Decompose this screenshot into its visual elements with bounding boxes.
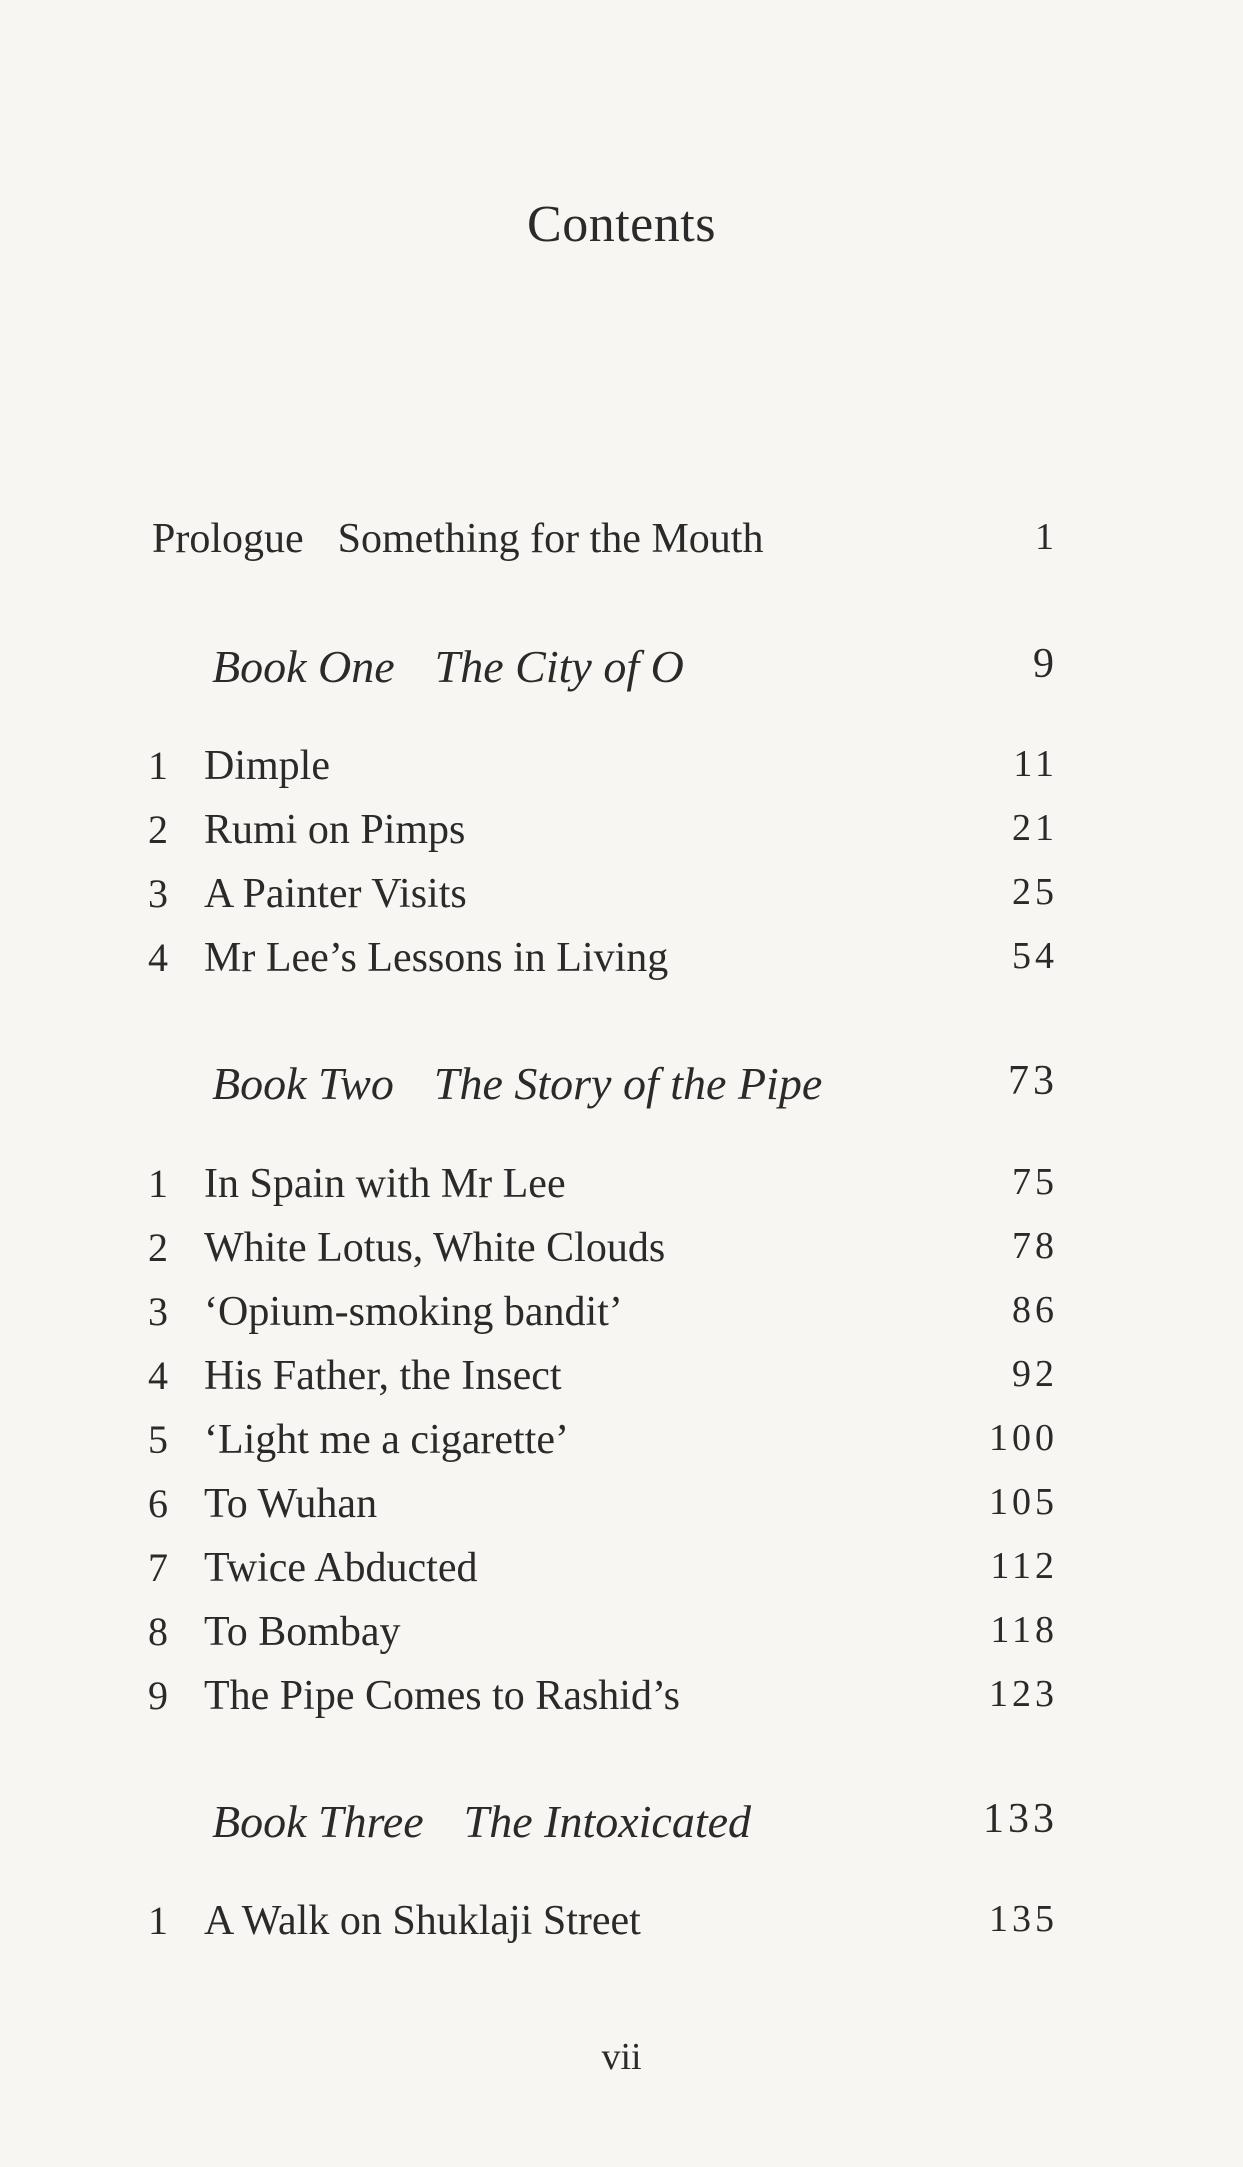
chapter-title: Dimple <box>204 743 330 789</box>
prologue-title: Something for the Mouth <box>337 516 764 562</box>
chapter-entry[interactable] <box>0 742 1243 802</box>
prologue-heading <box>152 515 763 563</box>
book-two-label: Book Two <box>212 1058 394 1109</box>
chapter-entry[interactable] <box>0 1160 1243 1220</box>
chapter-number: 6 <box>148 1481 168 1526</box>
chapter-entry[interactable] <box>0 1897 1243 1957</box>
chapter-page-number: 11 <box>1013 743 1058 785</box>
chapter-entry[interactable] <box>0 1288 1243 1348</box>
chapter-title: Twice Abducted <box>204 1545 478 1591</box>
chapter-number: 2 <box>148 807 168 852</box>
book-one-title-group <box>212 640 684 693</box>
book-two-title-group <box>212 1057 822 1110</box>
chapter-entry[interactable] <box>0 806 1243 866</box>
chapter-number: 4 <box>148 1353 168 1398</box>
chapter-page-number: 92 <box>1012 1353 1058 1395</box>
chapter-entry[interactable] <box>0 1352 1243 1412</box>
book-three-label: Book Three <box>212 1796 424 1847</box>
chapter-number: 2 <box>148 1225 168 1270</box>
chapter-page-number: 112 <box>990 1545 1058 1587</box>
chapter-number: 3 <box>148 1289 168 1334</box>
book-one-heading[interactable] <box>0 640 1243 700</box>
book-one-label: Book One <box>212 641 395 692</box>
chapter-title: His Father, the Insect <box>204 1353 562 1399</box>
book-two-heading[interactable] <box>0 1057 1243 1117</box>
chapter-entry[interactable] <box>0 1544 1243 1604</box>
folio-page-number: vii <box>601 2036 642 2078</box>
chapter-page-number: 86 <box>1012 1289 1058 1331</box>
chapter-title: Rumi on Pimps <box>204 807 466 853</box>
chapter-entry[interactable] <box>0 1224 1243 1284</box>
chapter-title: The Pipe Comes to Rashid’s <box>204 1673 680 1719</box>
chapter-title: A Walk on Shuklaji Street <box>204 1898 641 1944</box>
chapter-entry[interactable] <box>0 1416 1243 1476</box>
prologue-entry[interactable] <box>0 515 1243 575</box>
chapter-number: 4 <box>148 935 168 980</box>
chapter-title: White Lotus, White Clouds <box>204 1225 666 1271</box>
chapter-number: 3 <box>148 871 168 916</box>
chapter-entry[interactable] <box>0 870 1243 930</box>
chapter-number: 9 <box>148 1673 168 1718</box>
book-three-title: The Intoxicated <box>463 1796 752 1847</box>
chapter-entry[interactable] <box>0 1480 1243 1540</box>
chapter-number: 7 <box>148 1545 168 1590</box>
book-one-page-number: 9 <box>1033 641 1058 687</box>
chapter-title: In Spain with Mr Lee <box>204 1161 566 1207</box>
chapter-page-number: 54 <box>1012 935 1058 977</box>
chapter-page-number: 78 <box>1012 1225 1058 1267</box>
book-three-heading[interactable] <box>0 1795 1243 1855</box>
chapter-title: Mr Lee’s Lessons in Living <box>204 935 669 981</box>
chapter-title: To Wuhan <box>204 1481 378 1527</box>
chapter-page-number: 105 <box>989 1481 1058 1523</box>
chapter-title: ‘Opium-smoking bandit’ <box>204 1289 623 1335</box>
chapter-page-number: 25 <box>1012 871 1058 913</box>
chapter-number: 8 <box>148 1609 168 1654</box>
book-three-title-group <box>212 1795 751 1848</box>
chapter-title: To Bombay <box>204 1609 401 1655</box>
chapter-entry[interactable] <box>0 1672 1243 1732</box>
chapter-entry[interactable] <box>0 934 1243 994</box>
prologue-label: Prologue <box>152 516 304 562</box>
chapter-page-number: 118 <box>990 1609 1058 1651</box>
book-two-page-number: 73 <box>1008 1058 1058 1104</box>
chapter-page-number: 75 <box>1012 1161 1058 1203</box>
prologue-page-number: 1 <box>1035 516 1058 558</box>
book-two-title: The Story of the Pipe <box>433 1058 823 1109</box>
chapter-number: 1 <box>148 1898 168 1943</box>
chapter-page-number: 123 <box>989 1673 1058 1715</box>
chapter-number: 5 <box>148 1417 168 1462</box>
page-title: Contents <box>527 196 716 253</box>
chapter-number: 1 <box>148 1161 168 1206</box>
chapter-page-number: 135 <box>989 1898 1058 1940</box>
chapter-page-number: 21 <box>1012 807 1058 849</box>
chapter-number: 1 <box>148 743 168 788</box>
chapter-title: A Painter Visits <box>204 871 467 917</box>
book-three-page-number: 133 <box>983 1796 1058 1842</box>
chapter-entry[interactable] <box>0 1608 1243 1668</box>
chapter-page-number: 100 <box>989 1417 1058 1459</box>
chapter-title: ‘Light me a cigarette’ <box>204 1417 569 1463</box>
book-one-title: The City of O <box>434 641 684 692</box>
